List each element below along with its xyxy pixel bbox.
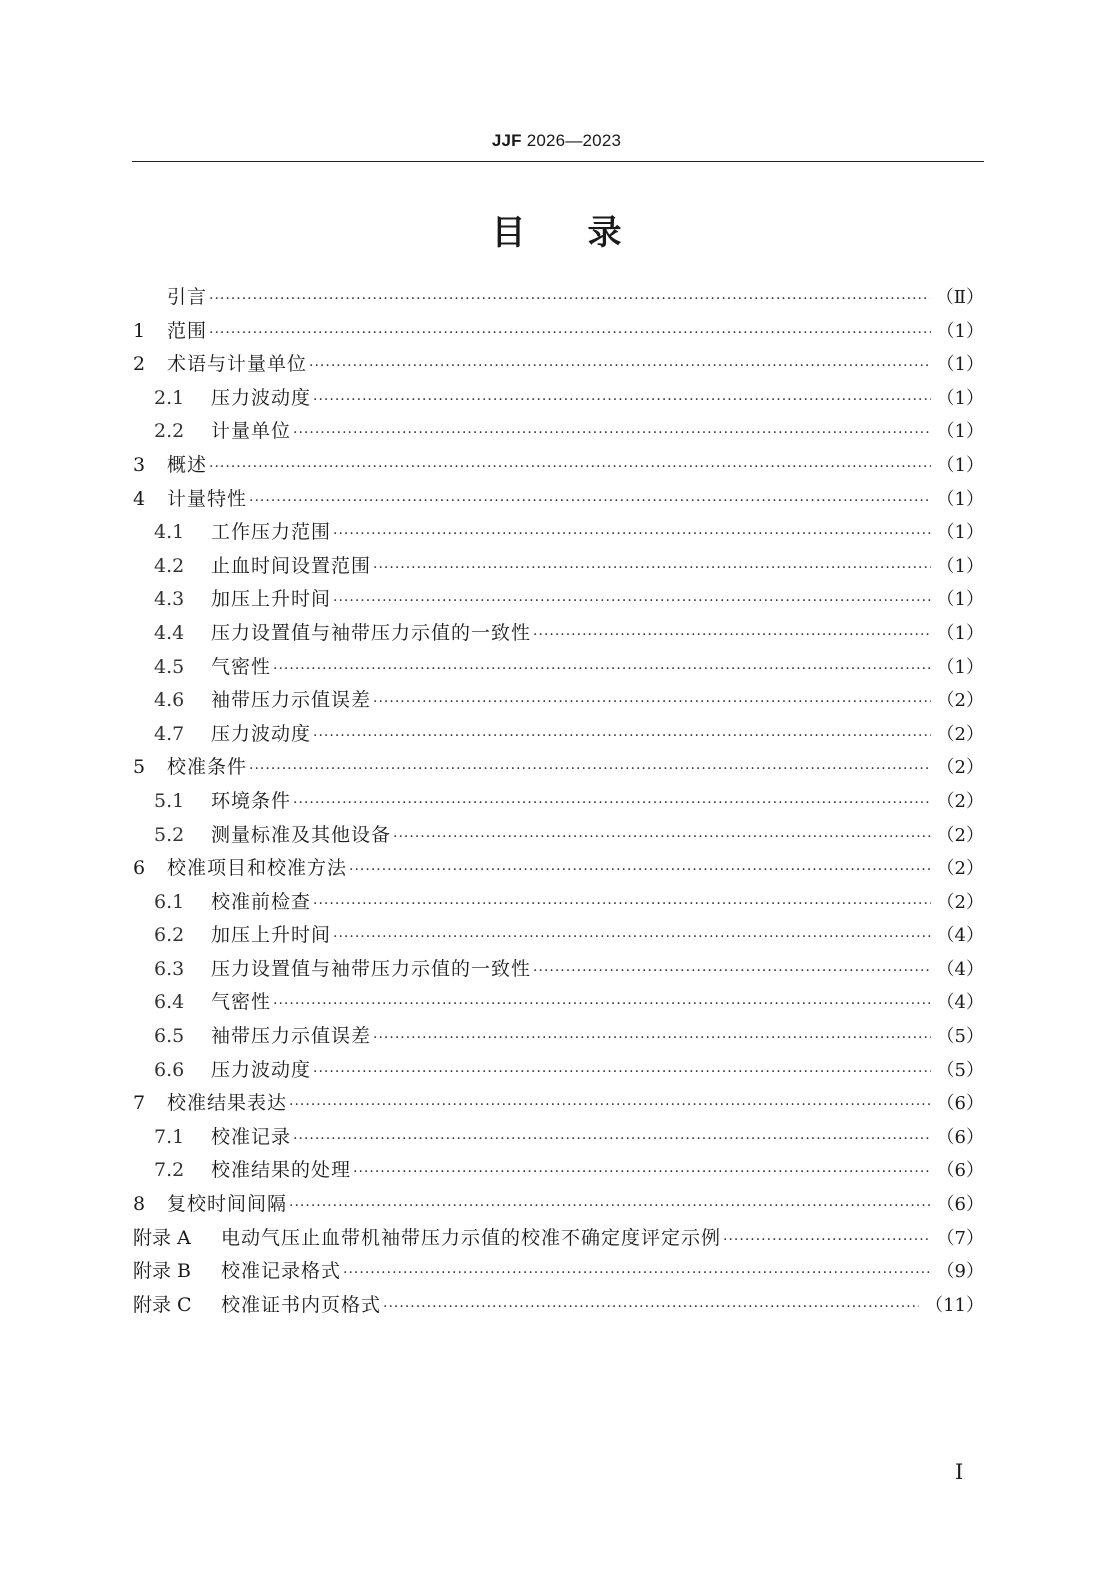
toc-entry-number: 2.1	[154, 386, 185, 409]
toc-entry-title: 加压上升时间	[211, 924, 332, 947]
toc-entry-page: （4）	[936, 925, 984, 947]
toc-entry[interactable]	[133, 348, 984, 382]
toc-entry[interactable]	[133, 819, 984, 853]
toc-entry-title: 环境条件	[211, 789, 292, 812]
toc-entry-number: 4.7	[154, 722, 185, 745]
toc-entry-title: 引言	[167, 286, 208, 308]
toc-entry-title: 校准记录	[211, 1125, 292, 1148]
toc-leader-dots	[313, 1056, 931, 1090]
toc-entry-page: （1）	[936, 354, 984, 376]
toc-leader-dots	[383, 1291, 919, 1325]
toc-entry-number: 附录 A	[133, 1226, 191, 1249]
toc-entry-page: （2）	[936, 790, 984, 812]
toc-entry-title: 范围	[167, 319, 208, 342]
toc-leader-dots	[293, 1123, 931, 1157]
toc-entry-page: （1）	[936, 488, 984, 510]
toc-entry-page: （1）	[936, 589, 984, 611]
toc-entry-number: 6.2	[154, 924, 185, 947]
toc-entry-page: （5）	[936, 1059, 984, 1081]
toc-entry-title: 校准项目和校准方法	[167, 857, 348, 880]
toc-leader-dots	[209, 317, 931, 351]
toc-entry[interactable]	[133, 986, 984, 1020]
toc-entry[interactable]	[133, 281, 984, 315]
toc-entry-page: （5）	[936, 1026, 984, 1048]
toc-leader-dots	[209, 451, 931, 485]
toc-entry-number: 2	[133, 353, 146, 376]
toc-entry-page: （1）	[936, 421, 984, 443]
toc-entry-page: （7）	[936, 1227, 984, 1249]
toc-entry-page: （2）	[936, 824, 984, 846]
toc-entry[interactable]	[133, 953, 984, 987]
toc-leader-dots	[309, 350, 931, 384]
toc-entry-page: （1）	[936, 622, 984, 644]
toc-entry[interactable]	[133, 1188, 984, 1222]
toc-entry-number: 7.2	[154, 1159, 185, 1182]
toc-entry-title: 测量标准及其他设备	[211, 823, 392, 846]
toc-entry-title: 校准记录格式	[221, 1260, 342, 1283]
toc-entry-page: （6）	[936, 1194, 984, 1216]
toc-entry-page: （1）	[936, 656, 984, 678]
toc-entry-page: （9）	[936, 1261, 984, 1283]
toc-entry-title: 袖带压力示值误差	[211, 689, 372, 712]
toc-leader-dots	[333, 518, 931, 552]
toc-entry-number: 6.6	[154, 1058, 185, 1081]
toc-leader-dots	[249, 753, 931, 787]
toc-entry-number: 5	[133, 756, 146, 779]
toc-entry[interactable]	[133, 1255, 984, 1289]
toc-entry-title: 气密性	[211, 655, 272, 678]
toc-entry[interactable]	[133, 550, 984, 584]
toc-entry-title: 术语与计量单位	[167, 353, 308, 376]
toc-entry[interactable]	[133, 1289, 984, 1323]
toc-leader-dots	[289, 1089, 931, 1123]
toc-entry-number: 附录 C	[133, 1293, 192, 1316]
toc-entry-number: 6	[133, 857, 146, 880]
toc-entry[interactable]	[133, 718, 984, 752]
toc-entry[interactable]	[133, 651, 984, 685]
toc-entry-title: 袖带压力示值误差	[211, 1025, 372, 1048]
toc-entry-page: （6）	[936, 1126, 984, 1148]
toc-leader-dots	[373, 686, 931, 720]
toc-entry-title: 校准结果表达	[167, 1092, 288, 1115]
toc-entry-number: 6.3	[154, 957, 185, 980]
toc-entry-page: （1）	[936, 454, 984, 476]
toc-entry-title: 计量特性	[167, 487, 248, 510]
toc-entry-number: 7	[133, 1092, 146, 1115]
toc-entry-page: （2）	[936, 891, 984, 913]
toc-leader-dots	[313, 384, 931, 418]
toc-leader-dots	[249, 485, 931, 519]
page-number: I	[955, 1460, 964, 1484]
toc-entry-number: 6.5	[154, 1025, 185, 1048]
toc-entry-title: 压力波动度	[211, 1058, 312, 1081]
toc-entry[interactable]	[133, 785, 984, 819]
toc-entry[interactable]	[133, 1020, 984, 1054]
toc-entry-number: 4.2	[154, 554, 185, 577]
toc-entry[interactable]	[133, 1054, 984, 1088]
toc-entry[interactable]	[133, 1121, 984, 1155]
toc-entry-number: 4	[133, 487, 146, 510]
toc-leader-dots	[533, 955, 931, 989]
standard-code	[0, 131, 1113, 151]
toc-entry[interactable]	[133, 315, 984, 349]
toc-entry-number: 6.1	[154, 890, 185, 913]
toc-entry[interactable]	[133, 449, 984, 483]
toc-entry-number: 4.5	[154, 655, 185, 678]
toc-leader-dots	[289, 1190, 931, 1224]
toc-entry-title: 压力设置值与袖带压力示值的一致性	[211, 621, 532, 644]
toc-entry-number: 6.4	[154, 991, 185, 1014]
toc-entry-page: （2）	[936, 757, 984, 779]
toc-entry-page: （2）	[936, 723, 984, 745]
table-of-contents	[133, 281, 984, 1322]
toc-entry-title: 校准证书内页格式	[221, 1293, 382, 1316]
toc-entry-number: 4.1	[154, 521, 185, 544]
toc-entry-number: 7.1	[154, 1125, 185, 1148]
toc-leader-dots	[273, 653, 931, 687]
toc-entry[interactable]	[133, 852, 984, 886]
toc-entry[interactable]	[133, 415, 984, 449]
toc-entry-page: （6）	[936, 1093, 984, 1115]
toc-entry-number: 4.4	[154, 621, 185, 644]
toc-entry-title: 校准条件	[167, 756, 248, 779]
toc-entry-title: 复校时间间隔	[167, 1193, 288, 1216]
toc-entry-page: （1）	[936, 387, 984, 409]
toc-leader-dots	[333, 585, 931, 619]
toc-entry-page: （1）	[936, 522, 984, 544]
toc-leader-dots	[313, 720, 931, 754]
toc-entry-page: （Ⅱ）	[935, 287, 984, 308]
toc-entry-page: （1）	[936, 555, 984, 577]
toc-entry-page: （11）	[925, 1294, 984, 1316]
toc-entry[interactable]	[133, 1087, 984, 1121]
toc-entry-title: 压力设置值与袖带压力示值的一致性	[211, 957, 532, 980]
toc-leader-dots	[333, 921, 931, 955]
toc-entry-number: 2.2	[154, 420, 185, 443]
toc-title-char-2: 录	[587, 213, 622, 253]
toc-entry-title: 校准结果的处理	[211, 1159, 352, 1182]
standard-code-number: 2026—2023	[526, 131, 622, 150]
toc-entry-page: （2）	[936, 690, 984, 712]
toc-entry-title: 校准前检查	[211, 890, 312, 913]
toc-entry-number: 8	[133, 1193, 146, 1216]
toc-entry[interactable]	[133, 516, 984, 550]
toc-entry-number: 1	[133, 319, 146, 342]
toc-entry-title: 止血时间设置范围	[211, 554, 372, 577]
toc-leader-dots	[533, 619, 931, 653]
toc-entry[interactable]	[133, 483, 984, 517]
toc-entry[interactable]	[133, 886, 984, 920]
toc-leader-dots	[293, 417, 931, 451]
toc-leader-dots	[373, 552, 931, 586]
toc-entry[interactable]	[133, 583, 984, 617]
toc-entry-page: （4）	[936, 958, 984, 980]
toc-entry-page: （1）	[936, 320, 984, 342]
toc-entry[interactable]	[133, 1222, 984, 1256]
toc-entry-page: （6）	[936, 1160, 984, 1182]
toc-leader-dots	[209, 283, 930, 317]
toc-entry[interactable]	[133, 751, 984, 785]
toc-leader-dots	[373, 1022, 931, 1056]
toc-entry-title: 计量单位	[211, 420, 292, 443]
header-rule	[132, 161, 984, 162]
toc-entry[interactable]	[133, 617, 984, 651]
toc-entry-number: 4.6	[154, 689, 185, 712]
toc-entry-title: 压力波动度	[211, 722, 312, 745]
toc-title	[0, 205, 1113, 254]
toc-leader-dots	[353, 1156, 931, 1190]
toc-entry-number: 3	[133, 453, 146, 476]
standard-code-prefix: JJF	[491, 131, 522, 150]
toc-entry-title: 概述	[167, 453, 208, 476]
toc-entry[interactable]	[133, 382, 984, 416]
toc-leader-dots	[723, 1224, 931, 1258]
toc-entry-title: 加压上升时间	[211, 588, 332, 611]
toc-entry-title: 工作压力范围	[211, 521, 332, 544]
toc-leader-dots	[343, 1257, 931, 1291]
toc-entry-number: 5.2	[154, 823, 185, 846]
toc-entry-page: （4）	[936, 992, 984, 1014]
toc-leader-dots	[349, 854, 931, 888]
toc-entry-page: （2）	[936, 858, 984, 880]
toc-entry-title: 压力波动度	[211, 386, 312, 409]
toc-entry-number: 5.1	[154, 789, 185, 812]
toc-title-char-1: 目	[491, 213, 526, 253]
toc-entry-title: 电动气压止血带机袖带压力示值的校准不确定度评定示例	[221, 1226, 722, 1249]
toc-entry[interactable]	[133, 1154, 984, 1188]
toc-leader-dots	[313, 888, 931, 922]
toc-entry-title: 气密性	[211, 991, 272, 1014]
toc-entry[interactable]	[133, 919, 984, 953]
toc-leader-dots	[393, 821, 931, 855]
toc-entry-number: 4.3	[154, 588, 185, 611]
toc-entry-number: 附录 B	[133, 1260, 192, 1283]
toc-leader-dots	[273, 988, 931, 1022]
toc-entry[interactable]	[133, 684, 984, 718]
toc-leader-dots	[293, 787, 931, 821]
